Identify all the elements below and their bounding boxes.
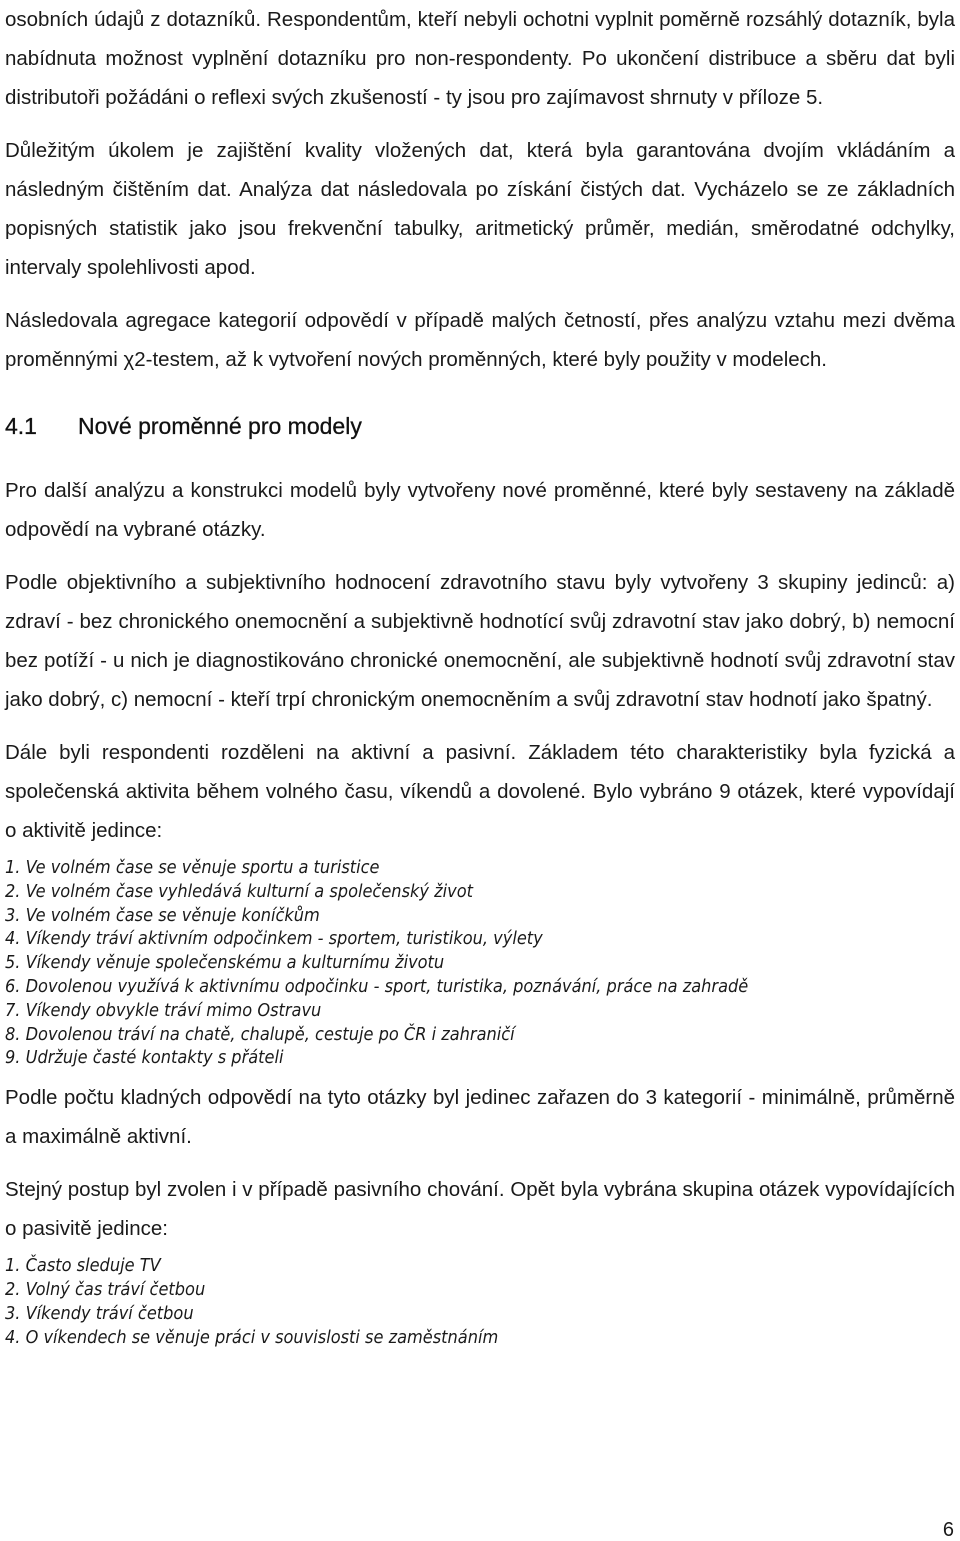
- list-item: 5. Víkendy věnuje společenskému a kulturnímu životu: [5, 952, 445, 974]
- list-item: 3. Víkendy tráví četbou: [5, 1302, 194, 1324]
- paragraph-data-quality: Důležitým úkolem je zajištění kvality vložených dat, která byla garantována dvojím vkládáním a následným čištěním dat. Analýza dat následovala po získání čistých dat. Vycházelo se ze základních popisných statistik jako jsou frekvenční tabulky, aritmetický průměr, medián, směrodatné odchylky, intervaly spolehlivosti apod.: [5, 139, 955, 279]
- document-page: [5, 0, 955, 1349]
- section-title: Nové proměnné pro modely: [78, 413, 362, 439]
- list-item: 1. Ve volném čase se věnuje sportu a turistice: [5, 857, 380, 878]
- page-number: 6: [942, 1519, 954, 1541]
- passivity-question-list: [5, 1254, 955, 1349]
- paragraph-health-groups: Podle objektivního a subjektivního hodnocení zdravotního stavu byly vytvořeny 3 skupiny jedinců: a) zdraví - bez chronického onemocnění a subjektivně hodnotící svůj zdravotní stav jako dobrý, b) nemocní bez potíží - u nich je diagnostikováno chronické onemocnění, ale subjektivně hodnotí svůj zdravotní stav jako dobrý, c) nemocní - kteří trpí chronickým onemocněním a svůj zdravotní stav hodnotí jako špatný.: [5, 571, 955, 711]
- list-item: 9. Udržuje časté kontakty s přáteli: [5, 1047, 284, 1069]
- paragraph-passivity-intro: Stejný postup byl zvolen i v případě pasivního chování. Opět byla vybrána skupina otázek vypovídajících o pasivitě jedince:: [5, 1178, 955, 1241]
- list-item: 3. Ve volném čase se věnuje koníčkům: [5, 904, 320, 926]
- paragraph-activity-categories: Podle počtu kladných odpovědí na tyto otázky byl jedinec zařazen do 3 kategorií - minimálně, průměrně a maximálně aktivní.: [5, 1086, 955, 1149]
- list-item: 4. Víkendy tráví aktivním odpočinkem - sportem, turistikou, výlety: [5, 928, 543, 950]
- list-item: 7. Víkendy obvykle tráví mimo Ostravu: [5, 999, 322, 1021]
- list-item: 4. O víkendech se věnuje práci v souvislosti se zaměstnáním: [5, 1326, 499, 1348]
- paragraph-data-collection: osobních údajů z dotazníků. Respondentům, kteří nebyli ochotni vyplnit poměrně rozsáhlý dotazník, byla nabídnuta možnost vyplnění dotazníku pro non-respondenty. Po ukončení distribuce a sběru dat byli distributoři požádáni o reflexi svých zkušeností - ty jsou pro zajímavost shrnuty v příloze 5.: [5, 8, 955, 109]
- list-item: 6. Dovolenou využívá k aktivnímu odpočinku - sport, turistika, poznávání, práce na zahradě: [5, 975, 749, 997]
- section-heading: [5, 411, 955, 441]
- paragraph-new-variables: Pro další analýzu a konstrukci modelů byly vytvořeny nové proměnné, které byly sestaveny na základě odpovědí na vybrané otázky.: [5, 479, 955, 541]
- list-item: 2. Ve volném čase vyhledává kulturní a společenský život: [5, 880, 473, 902]
- paragraph-aggregation: Následovala agregace kategorií odpovědí v případě malých četností, přes analýzu vztahu mezi dvěma proměnnými χ2-testem, až k vytvoření nových proměnných, které byly použity v modelech.: [5, 309, 955, 371]
- list-item: 8. Dovolenou tráví na chatě, chalupě, cestuje po ČR i zahraničí: [5, 1023, 515, 1045]
- section-number: 4.1: [5, 413, 37, 439]
- paragraph-activity-intro: Dále byli respondenti rozděleni na aktivní a pasivní. Základem této charakteristiky byla fyzická a společenská aktivita během volného času, víkendů a dovolené. Bylo vybráno 9 otázek, které vypovídají o aktivitě jedince:: [5, 741, 955, 842]
- list-item: 2. Volný čas tráví četbou: [5, 1278, 206, 1300]
- list-item: 1. Často sleduje TV: [5, 1255, 161, 1277]
- activity-question-list: [5, 856, 955, 1070]
